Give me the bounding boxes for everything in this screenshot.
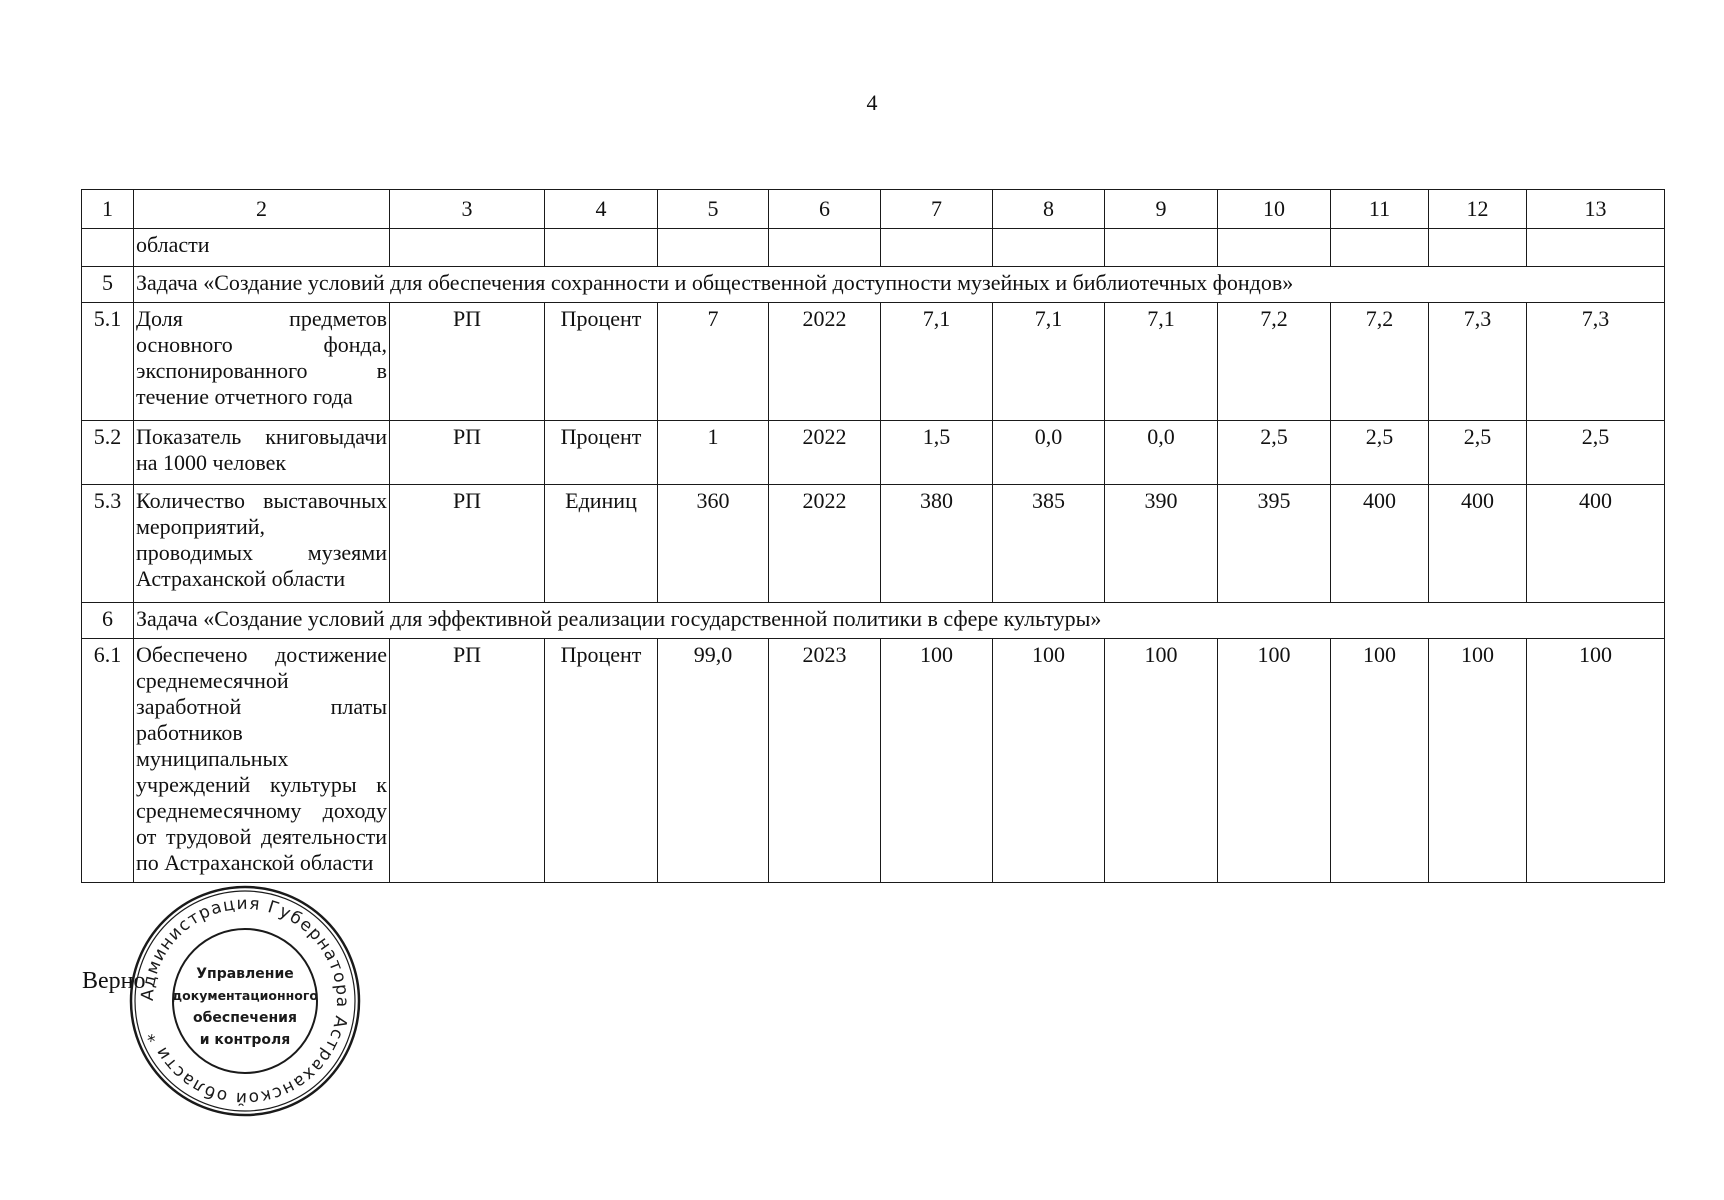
indicator-unit: Единиц (545, 485, 658, 603)
indicator-number: 5.1 (82, 303, 134, 421)
base-value: 1 (658, 421, 769, 485)
value-col-10: 7,2 (1218, 303, 1331, 421)
section-title: Задача «Создание условий для эффективной реализации государственной политики в сфере культуры» (134, 603, 1665, 639)
indicator-number: 5.2 (82, 421, 134, 485)
value-col-9: 0,0 (1105, 421, 1218, 485)
value-col-7: 1,5 (881, 421, 993, 485)
value-col-9: 100 (1105, 639, 1218, 883)
column-header: 2 (134, 190, 390, 229)
value-col-13: 7,3 (1527, 303, 1665, 421)
indicator-name: Количество выставочных мероприятий, проводимых музеями Астраханской области (134, 485, 390, 603)
value-col-8: 0,0 (993, 421, 1105, 485)
column-header: 8 (993, 190, 1105, 229)
value-col-7: 100 (881, 639, 993, 883)
value-col-8: 7,1 (993, 303, 1105, 421)
indicator-name: Показатель книговыдачи на 1000 человек (134, 421, 390, 485)
indicator-row (82, 485, 1665, 603)
section-title: Задача «Создание условий для обеспечения сохранности и общественной доступности музейных и библиотечных фондов» (134, 267, 1665, 303)
verno-label: Верно (82, 968, 146, 994)
value-col-11: 2,5 (1331, 421, 1429, 485)
seal-center-line: Управление (196, 966, 294, 982)
value-col-7: 380 (881, 485, 993, 603)
seal-center-line: и контроля (199, 1032, 291, 1048)
value-col-12: 100 (1429, 639, 1527, 883)
column-header: 11 (1331, 190, 1429, 229)
official-seal (128, 884, 362, 1118)
indicator-unit: Процент (545, 639, 658, 883)
column-header: 12 (1429, 190, 1527, 229)
indicator-unit: Процент (545, 303, 658, 421)
value-col-13: 400 (1527, 485, 1665, 603)
base-year: 2022 (769, 303, 881, 421)
section-row (82, 267, 1665, 303)
base-value: 360 (658, 485, 769, 603)
indicator-row (82, 303, 1665, 421)
base-year: 2022 (769, 485, 881, 603)
value-col-7: 7,1 (881, 303, 993, 421)
value-col-12: 7,3 (1429, 303, 1527, 421)
value-col-8: 385 (993, 485, 1105, 603)
seal-center-line: обеспечения (193, 1010, 297, 1026)
value-col-11: 100 (1331, 639, 1429, 883)
seal-center-line: документационного (172, 988, 318, 1003)
base-value: 7 (658, 303, 769, 421)
indicators-table (81, 189, 1665, 883)
seal-ring-text: Администрация Губернатора Астраханской области * (137, 893, 353, 1109)
column-header: 3 (390, 190, 545, 229)
section-row (82, 603, 1665, 639)
indicator-source: РП (390, 421, 545, 485)
value-col-9: 390 (1105, 485, 1218, 603)
section-number: 5 (82, 267, 134, 303)
column-header: 6 (769, 190, 881, 229)
page-number: 4 (866, 90, 878, 115)
value-col-9: 7,1 (1105, 303, 1218, 421)
indicator-row (82, 421, 1665, 485)
value-col-13: 100 (1527, 639, 1665, 883)
indicator-number: 6.1 (82, 639, 134, 883)
column-header: 4 (545, 190, 658, 229)
value-col-12: 2,5 (1429, 421, 1527, 485)
column-header: 5 (658, 190, 769, 229)
value-col-8: 100 (993, 639, 1105, 883)
base-year: 2023 (769, 639, 881, 883)
indicator-source: РП (390, 485, 545, 603)
indicator-source: РП (390, 639, 545, 883)
value-col-11: 7,2 (1331, 303, 1429, 421)
value-col-12: 400 (1429, 485, 1527, 603)
column-header: 9 (1105, 190, 1218, 229)
indicator-row (82, 639, 1665, 883)
value-col-10: 100 (1218, 639, 1331, 883)
indicator-source: РП (390, 303, 545, 421)
column-header: 1 (82, 190, 134, 229)
base-year: 2022 (769, 421, 881, 485)
column-header: 13 (1527, 190, 1665, 229)
section-number: 6 (82, 603, 134, 639)
column-header: 7 (881, 190, 993, 229)
indicator-unit: Процент (545, 421, 658, 485)
column-number-row (82, 190, 1665, 229)
value-col-13: 2,5 (1527, 421, 1665, 485)
continuation-text: области (134, 229, 390, 267)
indicator-number: 5.3 (82, 485, 134, 603)
value-col-10: 395 (1218, 485, 1331, 603)
indicator-name: Обеспечено достижение среднемесячной заработной платы работников муниципальных учреждений культуры к среднемесячному доходу от трудовой деятельности по Астраханской области (134, 639, 390, 883)
continuation-row (82, 229, 1665, 267)
column-header: 10 (1218, 190, 1331, 229)
value-col-10: 2,5 (1218, 421, 1331, 485)
indicator-name: Доля предметов основного фонда, экспонированного в течение отчетного года (134, 303, 390, 421)
value-col-11: 400 (1331, 485, 1429, 603)
base-value: 99,0 (658, 639, 769, 883)
